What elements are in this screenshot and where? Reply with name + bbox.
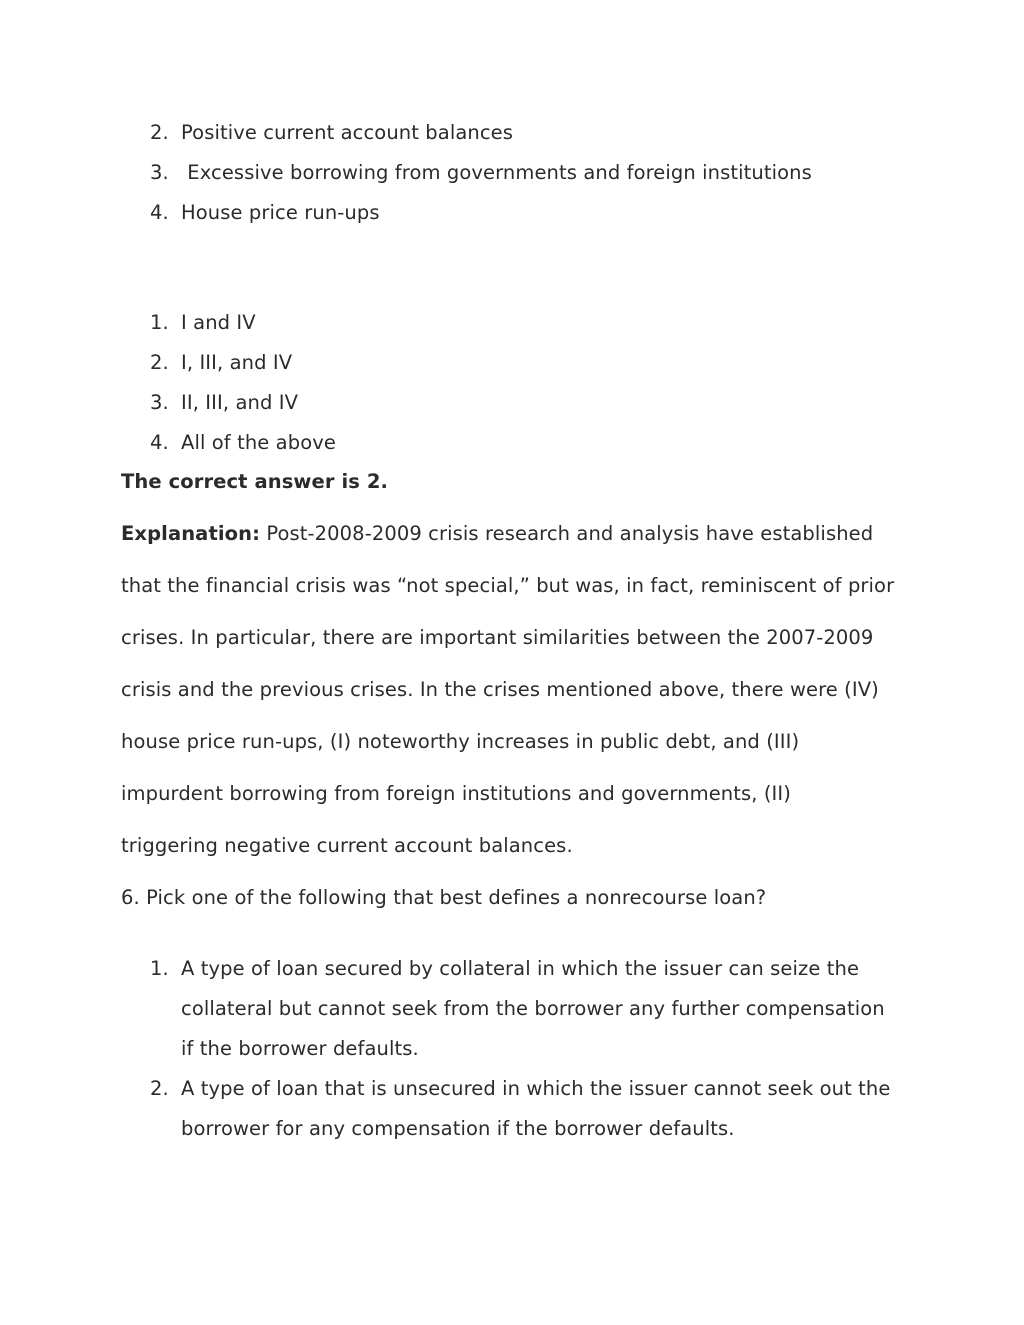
explanation-paragraph xyxy=(121,508,901,872)
option-line: collateral but cannot seek from the borrower any further compensation xyxy=(181,997,885,1020)
option-item xyxy=(0,1069,1024,1149)
list-number: 3. xyxy=(150,161,169,184)
choice-text: I, III, and IV xyxy=(181,351,293,374)
option-number: 2. xyxy=(150,1077,169,1100)
option-item xyxy=(0,949,1024,1069)
explanation-line: crisis and the previous crises. In the crises mentioned above, there were (IV) xyxy=(121,678,879,701)
list-text: Positive current account balances xyxy=(181,121,514,144)
explanation-line: impurdent borrowing from foreign institutions and governments, (II) xyxy=(121,782,791,805)
choice-item xyxy=(0,423,1024,463)
list-item xyxy=(0,193,1024,233)
list-item xyxy=(0,153,1024,193)
option-body xyxy=(181,949,921,1069)
choice-item xyxy=(0,383,1024,423)
question-text: 6. Pick one of the following that best defines a nonrecourse loan? xyxy=(121,886,767,909)
choice-text: I and IV xyxy=(181,311,256,334)
choice-number: 3. xyxy=(150,391,169,414)
option-line: A type of loan secured by collateral in which the issuer can seize the xyxy=(181,957,860,980)
choice-number: 2. xyxy=(150,351,169,374)
correct-answer: The correct answer is 2. xyxy=(121,470,389,493)
explanation-line xyxy=(121,508,901,560)
choice-number: 1. xyxy=(150,311,169,334)
list-item xyxy=(0,113,1024,153)
choice-text: II, III, and IV xyxy=(181,391,299,414)
option-body xyxy=(181,1069,921,1149)
explanation-label: Explanation: xyxy=(121,522,261,545)
option-line: borrower for any compensation if the borrower defaults. xyxy=(181,1117,735,1140)
option-line: if the borrower defaults. xyxy=(181,1037,419,1060)
choice-item xyxy=(0,303,1024,343)
explanation-line: crises. In particular, there are important similarities between the 2007-2009 xyxy=(121,626,874,649)
option-number: 1. xyxy=(150,957,169,980)
explanation-line: house price run-ups, (I) noteworthy increases in public debt, and (III) xyxy=(121,730,800,753)
list-text: Excessive borrowing from governments and foreign institutions xyxy=(181,161,812,184)
choice-item xyxy=(0,343,1024,383)
explanation-line: that the financial crisis was “not special,” but was, in fact, reminiscent of prior xyxy=(121,574,895,597)
explanation-text: Post-2008-2009 crisis research and analysis have established xyxy=(260,522,874,545)
list-text: House price run-ups xyxy=(181,201,380,224)
explanation-line: triggering negative current account balances. xyxy=(121,834,573,857)
option-line: A type of loan that is unsecured in which the issuer cannot seek out the xyxy=(181,1077,891,1100)
option-list xyxy=(0,949,1024,1149)
choice-number: 4. xyxy=(150,431,169,454)
statement-list xyxy=(0,113,1024,233)
choice-list xyxy=(0,303,1024,463)
choice-text: All of the above xyxy=(181,431,336,454)
list-number: 2. xyxy=(150,121,169,144)
list-number: 4. xyxy=(150,201,169,224)
